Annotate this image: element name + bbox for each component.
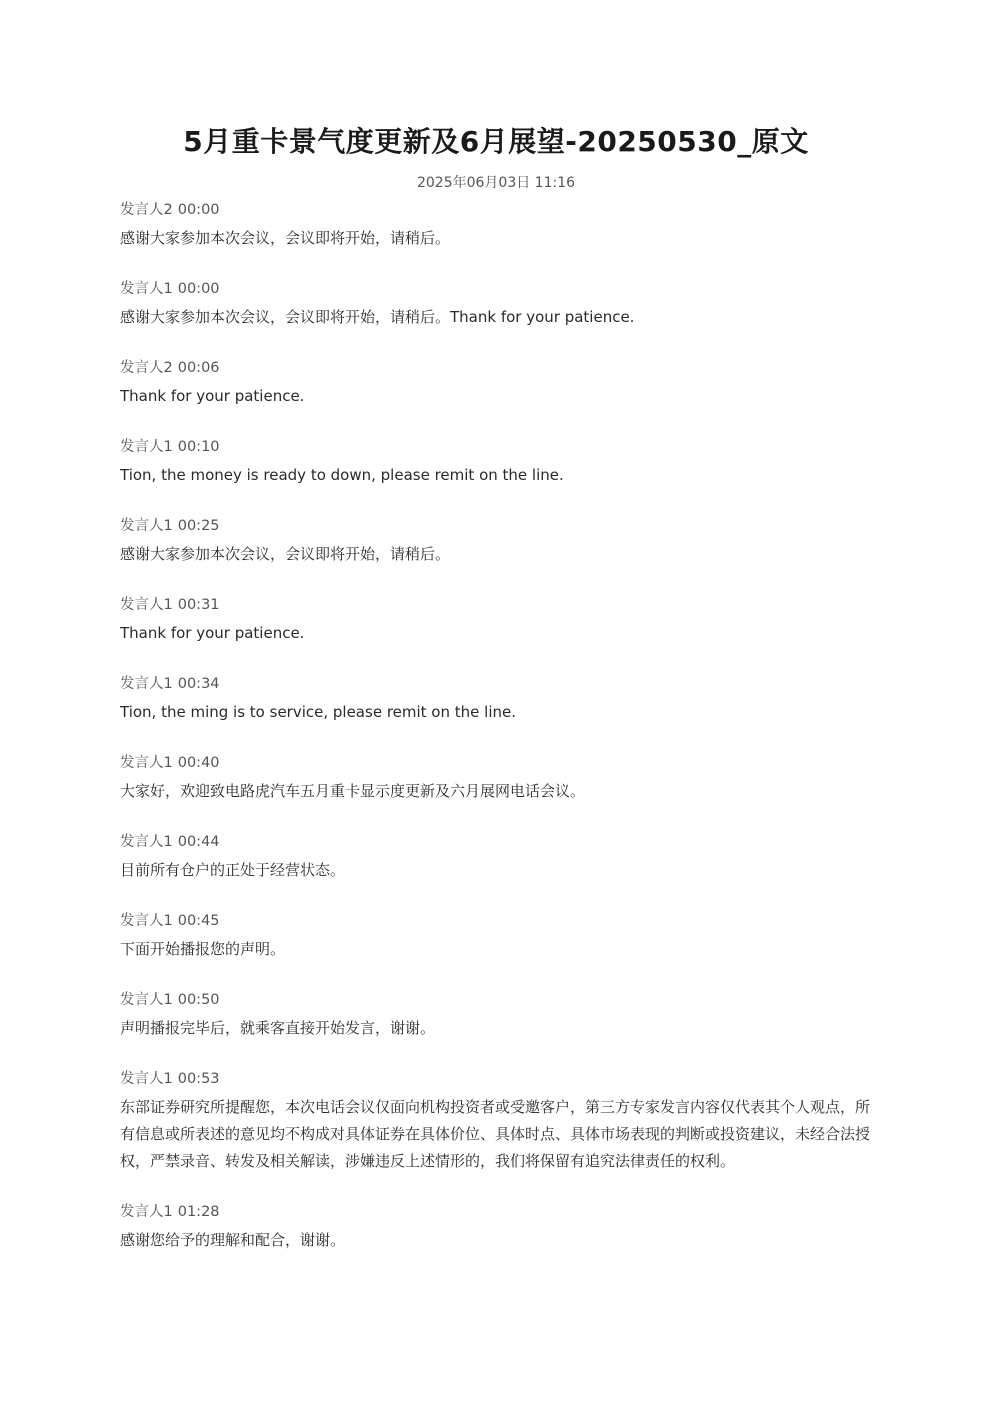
timestamp: 00:44 [177, 834, 220, 850]
timestamp: 00:50 [177, 992, 220, 1008]
speaker-name: 发言人1 [120, 913, 173, 929]
utterance-text: Tion, the ming is to service, please remit on the line. [120, 703, 516, 721]
speaker-name: 发言人1 [120, 597, 173, 613]
transcript-entry [120, 831, 872, 884]
speaker-name: 发言人1 [120, 676, 173, 692]
timestamp: 00:00 [177, 281, 220, 297]
transcript-entry [120, 1201, 872, 1254]
speaker-line [120, 1068, 872, 1090]
speaker-name: 发言人2 [120, 360, 173, 376]
transcript-entry [120, 594, 872, 647]
speaker-line [120, 752, 872, 774]
speaker-name: 发言人1 [120, 439, 173, 455]
speaker-name: 发言人1 [120, 834, 173, 850]
utterance-text: 目前所有仓户的正处于经营状态。 [120, 861, 346, 879]
speaker-line [120, 436, 872, 458]
speaker-line [120, 989, 872, 1011]
speaker-line [120, 278, 872, 300]
speaker-name: 发言人2 [120, 202, 173, 218]
speaker-line [120, 910, 872, 932]
transcript-entry [120, 199, 872, 252]
utterance-text: 感谢大家参加本次会议，会议即将开始，请稍后。 [120, 545, 451, 563]
timestamp: 00:34 [177, 676, 220, 692]
utterance-text: 声明播报完毕后，就乘客直接开始发言，谢谢。 [120, 1019, 436, 1037]
utterance-text: 下面开始播报您的声明。 [120, 940, 286, 958]
timestamp: 00:53 [177, 1071, 220, 1087]
timestamp: 00:06 [177, 360, 220, 376]
utterance-text: 感谢大家参加本次会议，会议即将开始，请稍后。 [120, 229, 451, 247]
document-title: 5月重卡景气度更新及6月展望-20250530_原文 [183, 125, 809, 158]
speaker-line [120, 594, 872, 616]
transcript-entry [120, 1068, 872, 1175]
transcript-entry [120, 515, 872, 568]
speaker-line [120, 831, 872, 853]
speaker-name: 发言人1 [120, 992, 173, 1008]
speaker-name: 发言人1 [120, 281, 173, 297]
transcript-entry [120, 278, 872, 331]
speaker-line [120, 357, 872, 379]
transcript-entry [120, 752, 872, 805]
speaker-line [120, 515, 872, 537]
utterance-text: Thank for your patience. [120, 624, 305, 642]
timestamp: 00:40 [177, 755, 220, 771]
timestamp: 00:25 [177, 518, 220, 534]
utterance-text: Thank for your patience. [120, 387, 305, 405]
transcript-entry [120, 436, 872, 489]
timestamp: 00:00 [177, 202, 220, 218]
speaker-name: 发言人1 [120, 1071, 173, 1087]
utterance-text: 东部证券研究所提醒您，本次电话会议仅面向机构投资者或受邀客户，第三方专家发言内容仅代表其个人观点，所有信息或所表述的意见均不构成对具体证券在具体价位、具体时点、具体市场表现的判断或投资建议，未经合法授权，严禁录音、转发及相关解读，涉嫌违反上述情形的，我们将保留有追究法律责任的权利。 [120, 1098, 871, 1170]
speaker-line [120, 673, 872, 695]
speaker-line [120, 1201, 872, 1223]
timestamp: 01:28 [177, 1204, 220, 1220]
speaker-name: 发言人1 [120, 755, 173, 771]
timestamp: 00:31 [177, 597, 220, 613]
timestamp: 00:10 [177, 439, 220, 455]
utterance-text: Tion, the money is ready to down, please remit on the line. [120, 466, 564, 484]
document-date: 2025年06月03日 11:16 [416, 175, 576, 191]
transcript-entry [120, 357, 872, 410]
transcript [120, 199, 872, 1280]
speaker-line [120, 199, 872, 221]
transcript-entry [120, 673, 872, 726]
utterance-text: 感谢您给予的理解和配合，谢谢。 [120, 1231, 346, 1249]
transcript-entry [120, 910, 872, 963]
speaker-name: 发言人1 [120, 1204, 173, 1220]
utterance-text: 大家好，欢迎致电路虎汽车五月重卡显示度更新及六月展网电话会议。 [120, 782, 586, 800]
timestamp: 00:45 [177, 913, 220, 929]
transcript-entry [120, 989, 872, 1042]
speaker-name: 发言人1 [120, 518, 173, 534]
utterance-text: 感谢大家参加本次会议，会议即将开始，请稍后。Thank for your patience. [120, 308, 635, 326]
